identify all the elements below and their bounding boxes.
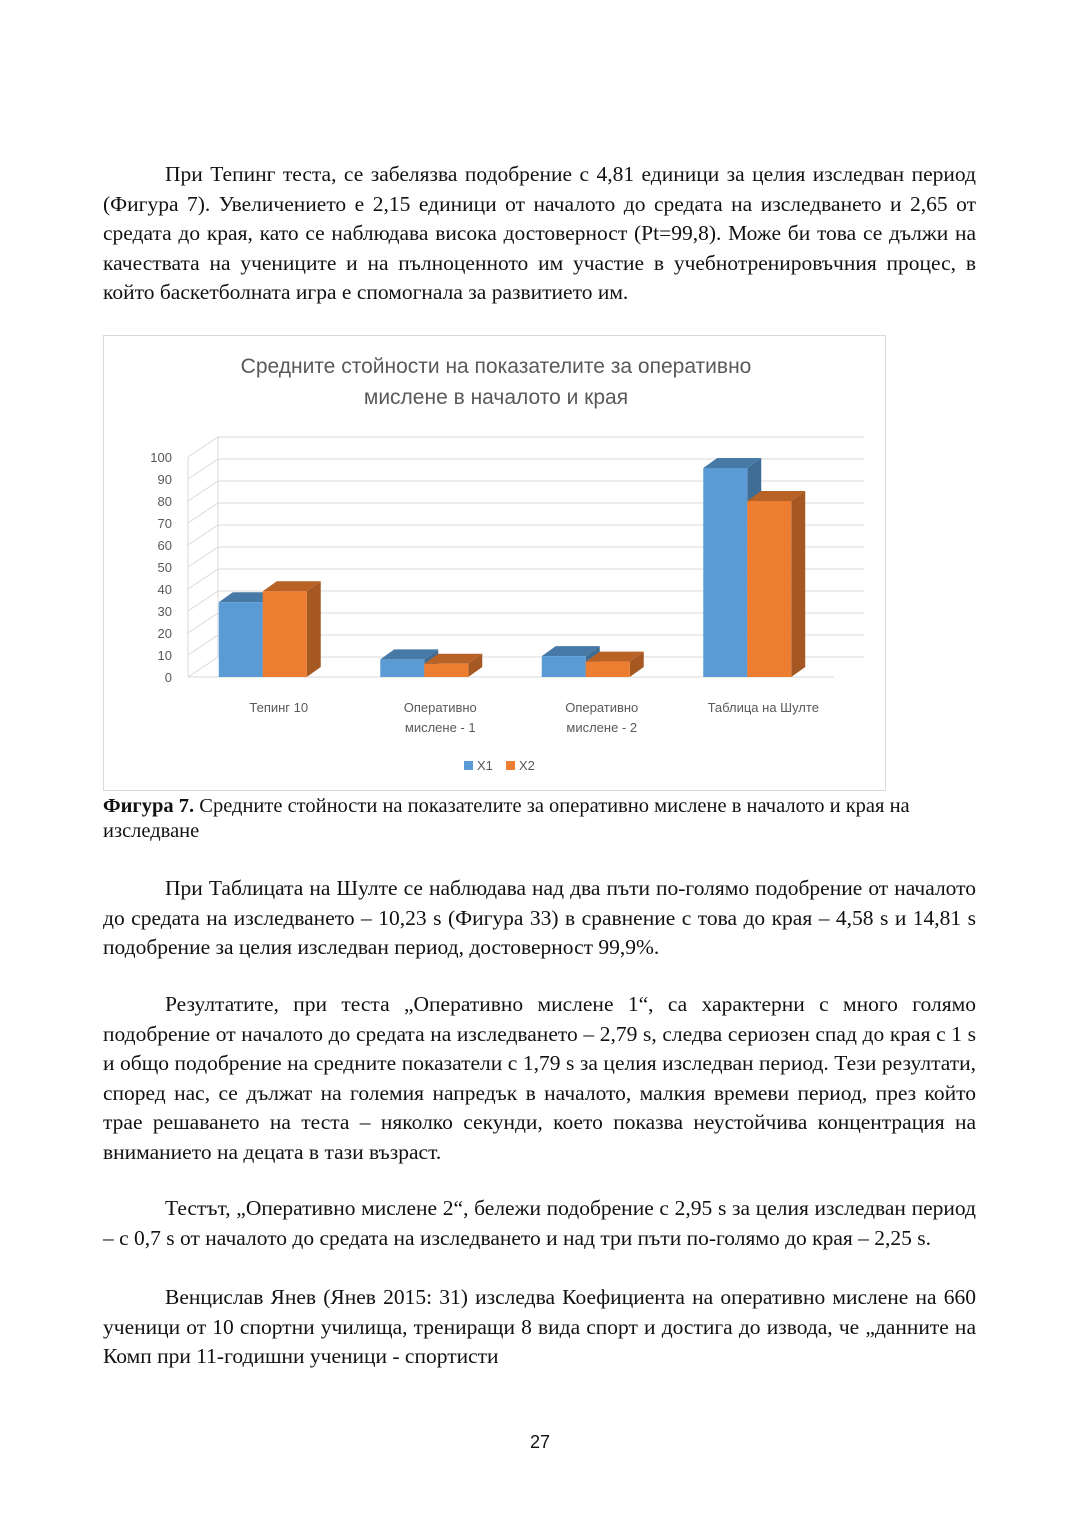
caption-label: Фигура 7. xyxy=(103,795,195,817)
y-tick-label: 10 xyxy=(157,648,172,663)
bar-front xyxy=(586,662,630,677)
paragraph-schulte: При Таблицата на Шулте се наблюдава над два пъти по-голямо подобрение от началото до средата на изследването – 10,23 s (Фигура 33) в сравнение с това до края – 4,58 s и 14,81 s подобрение за целия изследван период, достоверност 99,9%. xyxy=(103,876,976,960)
gridline-diagonal xyxy=(188,525,218,545)
x-category-label: мислене - 2 xyxy=(566,720,638,735)
y-tick-label: 40 xyxy=(157,582,172,597)
y-tick-label: 90 xyxy=(157,472,172,487)
gridline-diagonal xyxy=(188,547,218,567)
y-tick-label: 60 xyxy=(157,538,172,553)
y-tick-label: 0 xyxy=(164,670,172,685)
bar-x2-3 xyxy=(586,652,644,677)
bar-chart-3d xyxy=(104,336,887,792)
x-category-label: мислене - 1 xyxy=(404,720,476,735)
gridline-diagonal xyxy=(188,591,218,611)
legend-swatch-x2 xyxy=(506,761,515,770)
page-number: 27 xyxy=(529,1432,551,1452)
chart-title-line-2: мислене в началото и края xyxy=(363,386,629,409)
chart-figure-7 xyxy=(103,335,886,791)
paragraph-operative-1: Резултатите, при теста „Оперативно мислене 1“, са характерни с много голямо подобрение от началото до средата на изследването – 2,79 s, следва сериозен спад до края с 1 s и общо подобрение на средните показатели с 1,79 s за целия изследван период. Тези резултати, според нас, се дължат на големия напредък в началото, малкия времеви период, през който трае решаването на теста – няколко секунди, което показва неустойчива концентрация на вниманието на децата в тази възраст. xyxy=(103,992,976,1164)
gridline-diagonal xyxy=(188,657,218,677)
bar-front xyxy=(219,602,263,677)
x-category-label: Тепинг 10 xyxy=(249,700,309,715)
gridline-diagonal xyxy=(188,437,218,457)
y-tick-label: 50 xyxy=(157,560,172,575)
bar-front xyxy=(542,656,586,677)
y-tick-label: 70 xyxy=(157,516,172,531)
bar-front xyxy=(263,591,307,677)
gridline-diagonal xyxy=(188,503,218,523)
y-tick-label: 80 xyxy=(157,494,172,509)
bar-front xyxy=(380,659,424,677)
figure-caption xyxy=(103,794,976,844)
paragraph-tapping: При Тепинг теста, се забелязва подобрение с 4,81 единици за целия изследван период (Фигура 7). Увеличението е 2,15 единици от началото до средата на изследването и 2,65 от средата до края, като се наблюдава висока достоверност (Pt=99,8). Може би това се дължи на качествата на учениците и на пълноценното им участие в учебнотренировъчния процес, в който баскетболната игра е спомогнала за развитието им. xyxy=(103,162,976,305)
bar-front xyxy=(747,501,791,677)
bar-side xyxy=(307,581,321,677)
chart-title-line-1: Средните стойности на показателите за оперативно xyxy=(240,355,752,378)
bar-x2-4 xyxy=(747,491,805,677)
gridline-diagonal xyxy=(188,569,218,589)
gridline-diagonal xyxy=(188,481,218,501)
gridline-diagonal xyxy=(188,635,218,655)
gridline-diagonal xyxy=(188,613,218,633)
legend-label-x2: X2 xyxy=(519,758,535,773)
x-category-label: Таблица на Шулте xyxy=(707,700,819,715)
bar-x2-1 xyxy=(263,581,321,677)
x-category-label: Оперативно xyxy=(565,700,639,715)
y-tick-label: 30 xyxy=(157,604,172,619)
bar-front xyxy=(424,664,468,677)
gridline-diagonal xyxy=(188,459,218,479)
x-category-label: Оперативно xyxy=(403,700,477,715)
y-tick-label: 20 xyxy=(157,626,172,641)
bar-front xyxy=(703,468,747,677)
caption-text: Средните стойности на показателите за оперативно мислене в началото и края на изследване xyxy=(103,795,910,842)
paragraph-yanev: Венцислав Янев (Янев 2015: 31) изследва Коефициента на оперативно мислене на 660 ученици от 10 спортни училища, трениращи 8 вида спорт и достига до извода, че „данните на Комп при 11-годишни ученици - спортисти xyxy=(103,1285,976,1369)
legend-label-x1: X1 xyxy=(477,758,493,773)
paragraph-operative-2: Тестът, „Оперативно мислене 2“, бележи подобрение с 2,95 s за целия изследван период – с 0,7 s от началото до средата на изследването и над три пъти по-голямо до края – 2,25 s. xyxy=(103,1196,976,1250)
bar-side xyxy=(791,491,805,677)
legend-swatch-x1 xyxy=(464,761,473,770)
y-tick-label: 100 xyxy=(150,450,172,465)
